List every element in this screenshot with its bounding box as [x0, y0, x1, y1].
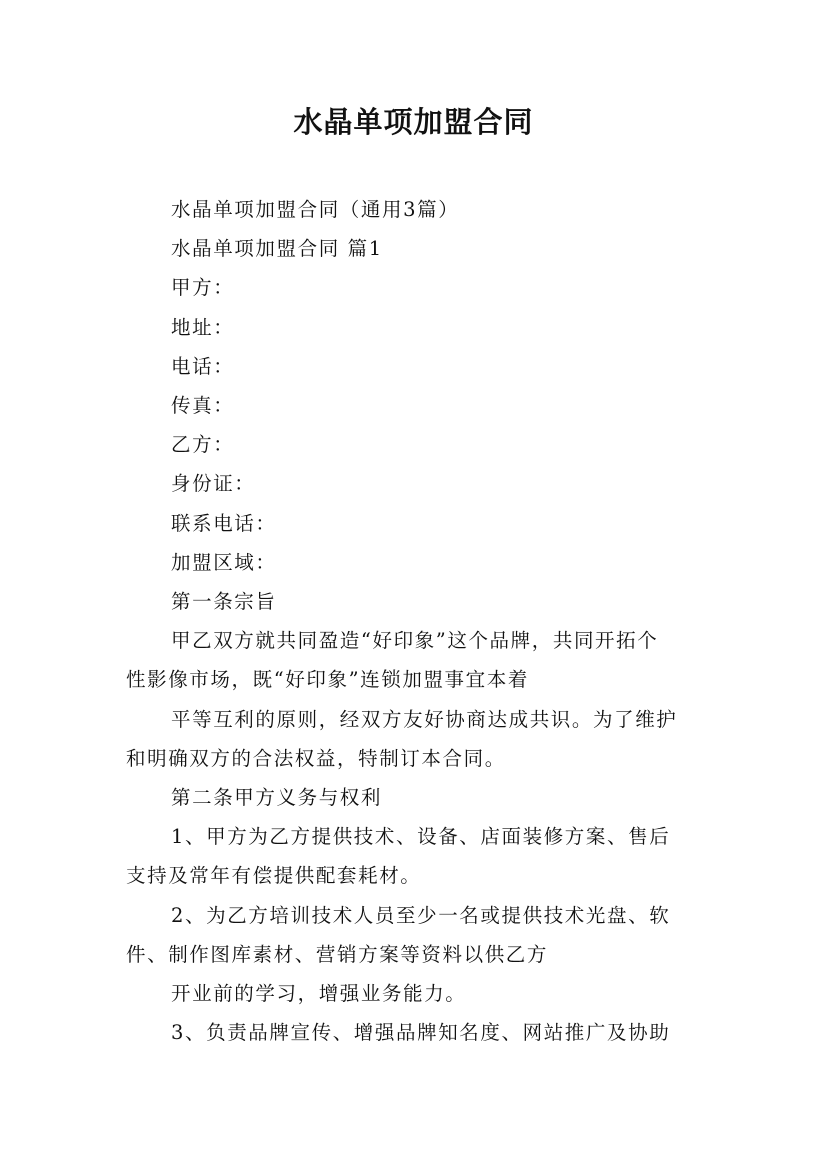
list-item-line: 1、甲方为乙方提供技术、设备、店面装修方案、售后 — [171, 825, 671, 849]
doc-line-part-heading: 水晶单项加盟合同 篇1 — [171, 237, 383, 261]
list-item-line: 支持及常年有偿提供配套耗材。 — [126, 864, 422, 888]
list-item-1 — [126, 817, 704, 895]
doc-line-fax: 传真： — [171, 394, 235, 418]
doc-line-contact-phone: 联系电话： — [171, 511, 277, 535]
paragraph-purpose-2 — [126, 700, 704, 778]
doc-line-id-card: 身份证： — [171, 472, 256, 496]
paragraph-line: 和明确双方的合法权益，特制订本合同。 — [126, 746, 506, 770]
list-item-line: 2、为乙方培训技术人员至少一名或提供技术光盘、软 — [171, 903, 671, 927]
doc-line-party-b: 乙方： — [171, 433, 235, 457]
doc-line-franchise-region: 加盟区域： — [171, 550, 277, 574]
paragraph-line: 甲乙双方就共同盈造“好印象”这个品牌，共同开拓个 — [171, 629, 659, 653]
document-body — [126, 190, 704, 1052]
paragraph-line: 平等互利的原则，经双方友好协商达成共识。为了维护 — [171, 707, 678, 731]
document-title: 水晶单项加盟合同 — [293, 105, 534, 139]
doc-line-phone: 电话： — [171, 354, 235, 378]
doc-line-address: 地址： — [171, 315, 235, 339]
doc-line-article-1-heading: 第一条宗旨 — [171, 590, 277, 614]
paragraph-line: 性影像市场，既“好印象”连锁加盟事宜本着 — [126, 668, 529, 692]
list-item-2-continued: 开业前的学习，增强业务能力。 — [171, 982, 467, 1006]
doc-line-subtitle: 水晶单项加盟合同（通用3篇） — [171, 198, 460, 221]
list-item-line: 件、制作图库素材、营销方案等资料以供乙方 — [126, 942, 549, 966]
paragraph-purpose-1 — [126, 621, 704, 699]
list-item-2 — [126, 896, 704, 974]
doc-line-article-2-heading: 第二条甲方义务与权利 — [171, 786, 383, 810]
list-item-3: 3、负责品牌宣传、增强品牌知名度、网站推广及协助 — [171, 1021, 671, 1045]
doc-line-party-a: 甲方： — [171, 276, 235, 300]
